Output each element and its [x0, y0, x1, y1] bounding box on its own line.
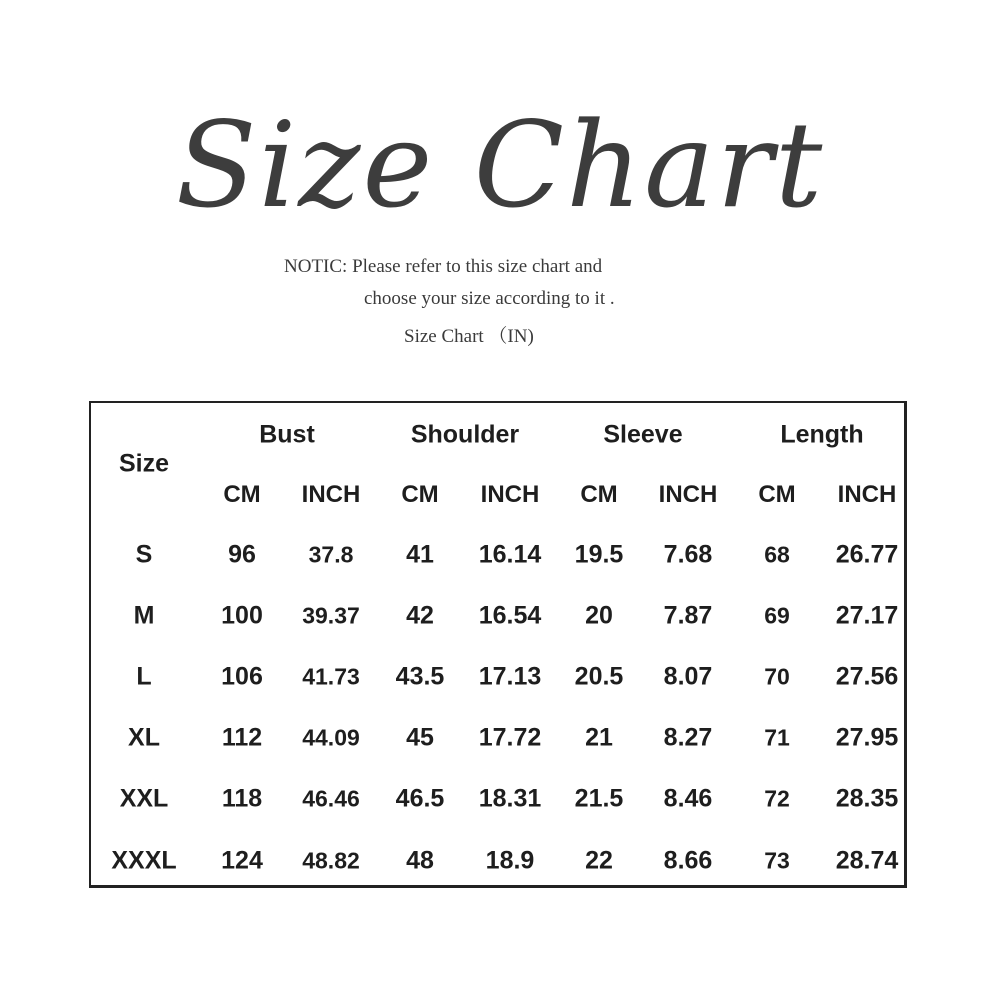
table-cell: 106	[221, 662, 263, 691]
table-cell: 73	[764, 847, 790, 874]
table-cell: 22	[585, 846, 613, 875]
table-cell: 41	[406, 540, 434, 569]
unit-header: INCH	[480, 481, 540, 508]
table-cell: 27.56	[835, 662, 899, 691]
row-size-label: XXXL	[111, 846, 177, 875]
table-cell: 37.8	[308, 541, 354, 568]
table-cell: 17.13	[478, 662, 542, 691]
unit-header: CM	[580, 481, 618, 508]
table-cell: 68	[764, 541, 790, 568]
table-cell: 8.46	[663, 784, 713, 813]
row-size-label: S	[135, 540, 153, 569]
unit-header: CM	[223, 481, 261, 508]
row-size-label: XXL	[119, 784, 169, 813]
table-cell: 18.31	[478, 784, 542, 813]
table-cell: 69	[764, 602, 790, 629]
table-cell: 71	[764, 724, 790, 751]
column-group-header: Shoulder	[410, 420, 520, 449]
column-group-header: Bust	[259, 420, 315, 449]
column-group-header: Length	[780, 420, 864, 449]
table-cell: 96	[228, 540, 256, 569]
table-cell: 27.17	[835, 601, 899, 630]
table-cell: 18.9	[485, 846, 535, 875]
table-cell: 43.5	[395, 662, 445, 691]
row-size-label: M	[133, 601, 155, 630]
table-cell: 28.74	[835, 846, 899, 875]
table-cell: 26.77	[835, 540, 899, 569]
table-cell: 124	[221, 846, 263, 875]
size-header: Size	[118, 449, 170, 478]
table-cell: 27.95	[835, 723, 899, 752]
table-cell: 8.66	[663, 846, 713, 875]
unit-header: INCH	[658, 481, 718, 508]
table-cell: 46.46	[302, 785, 360, 812]
table-cell: 20.5	[574, 662, 624, 691]
table-cell: 17.72	[478, 723, 542, 752]
table-cell: 45	[406, 723, 434, 752]
table-cell: 16.54	[478, 601, 542, 630]
notice-line-3: Size Chart （IN)	[404, 326, 534, 347]
table-cell: 8.07	[663, 662, 713, 691]
table-cell: 100	[221, 601, 263, 630]
page-title: Size Chart	[175, 96, 825, 234]
table-cell: 19.5	[574, 540, 624, 569]
table-cell: 7.68	[663, 540, 713, 569]
size-table	[89, 401, 907, 888]
unit-header: CM	[758, 481, 796, 508]
table-cell: 21.5	[574, 784, 624, 813]
table-cell: 48.82	[302, 847, 360, 874]
table-cell: 118	[221, 784, 263, 813]
notice-line-2: choose your size according to it .	[364, 288, 615, 309]
table-cell: 48	[406, 846, 434, 875]
table-cell: 16.14	[478, 540, 542, 569]
column-group-header: Sleeve	[603, 420, 683, 449]
table-cell: 28.35	[835, 784, 899, 813]
table-cell: 8.27	[663, 723, 713, 752]
unit-header: INCH	[837, 481, 897, 508]
row-size-label: XL	[128, 723, 160, 752]
table-cell: 46.5	[395, 784, 445, 813]
table-cell: 7.87	[663, 601, 713, 630]
table-cell: 112	[221, 723, 263, 752]
table-cell: 42	[406, 601, 434, 630]
notice-line-1: NOTIC: Please refer to this size chart and	[284, 256, 603, 277]
table-cell: 70	[764, 663, 790, 690]
table-cell: 44.09	[302, 724, 360, 751]
table-cell: 21	[585, 723, 613, 752]
table-cell: 39.37	[302, 602, 360, 629]
unit-header: CM	[401, 481, 439, 508]
unit-header: INCH	[301, 481, 361, 508]
table-cell: 72	[764, 785, 790, 812]
row-size-label: L	[136, 662, 152, 691]
table-cell: 20	[585, 601, 613, 630]
table-cell: 41.73	[302, 663, 360, 690]
